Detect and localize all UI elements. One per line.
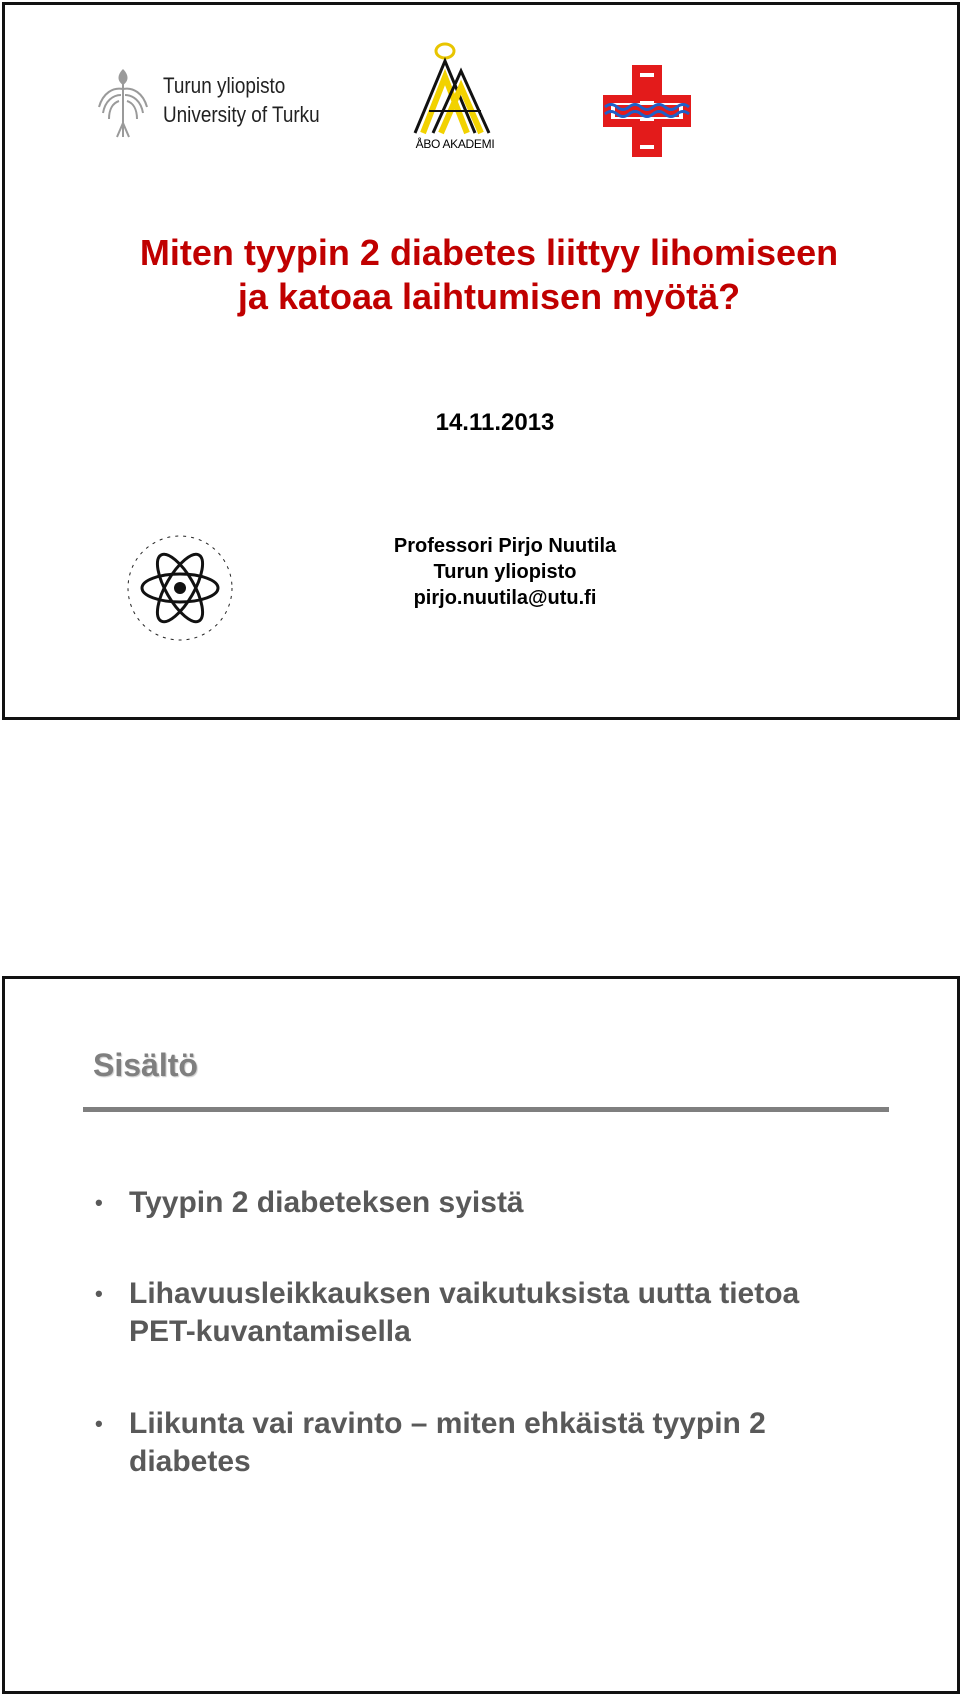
university-name-en: University of Turku xyxy=(163,102,320,127)
title-line-1: Miten tyypin 2 diabetes liittyy lihomiseen xyxy=(139,232,839,273)
torch-emblem-icon xyxy=(95,67,151,139)
contents-slide xyxy=(2,976,960,1694)
list-item-line: Liikunta vai ravinto – miten ehkäistä tyypin 2 xyxy=(129,1407,766,1440)
author-name: Professori Pirjo Nuutila xyxy=(393,535,617,557)
abo-akademi-logo xyxy=(405,41,505,151)
university-name-fi: Turun yliopisto xyxy=(163,73,286,98)
list-item-text xyxy=(129,1405,889,1481)
red-cross-waves-icon xyxy=(601,63,693,159)
author-affiliation: Turun yliopisto xyxy=(433,561,577,583)
title-divider xyxy=(83,1107,889,1112)
list-item-line: diabetes xyxy=(129,1445,251,1478)
abo-akademi-caption: ÅBO AKADEMI xyxy=(415,137,495,151)
list-item-line: PET-kuvantamisella xyxy=(129,1315,411,1348)
title-line-2: ja katoaa laihtumisen myötä? xyxy=(237,276,741,317)
turku-medical-cyclotron-logo xyxy=(123,531,237,645)
title-slide xyxy=(2,2,960,720)
list-item-text xyxy=(129,1184,889,1222)
abo-akademi-emblem-icon xyxy=(405,41,505,137)
list-item-line: Lihavuusleikkauksen vaikutuksista uutta tietoa xyxy=(129,1277,800,1310)
hospital-cross-logo xyxy=(601,63,693,159)
list-item-line: Tyypin 2 diabeteksen syistä xyxy=(129,1186,524,1219)
university-of-turku-logo xyxy=(95,67,335,139)
presentation-date: 14.11.2013 xyxy=(435,409,555,436)
bullet-icon: • xyxy=(95,1281,103,1306)
atom-emblem-icon xyxy=(123,531,237,645)
bullet-icon: • xyxy=(95,1190,103,1215)
slide-title: Sisältö xyxy=(93,1047,198,1083)
presentation-title xyxy=(65,231,913,319)
bullet-icon: • xyxy=(95,1411,103,1436)
list-item-text xyxy=(129,1275,889,1351)
author-email[interactable]: pirjo.nuutila@utu.fi xyxy=(413,587,597,609)
author-block xyxy=(345,533,665,611)
university-name xyxy=(163,71,320,129)
